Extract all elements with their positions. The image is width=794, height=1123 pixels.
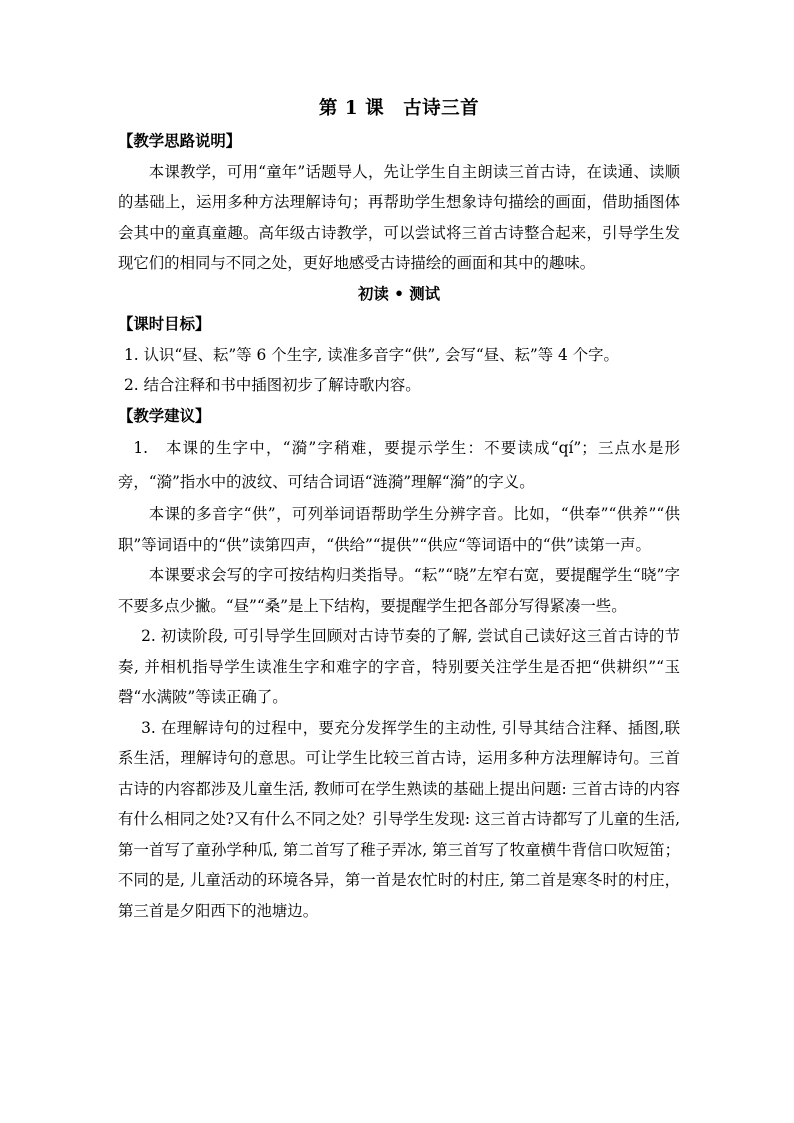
suggestion-paragraph-5: 3. 在理解诗句的过程中，要充分发挥学生的主动性, 引导其结合注释、插图,联系生活，理解诗句的意思。可让学生比较三首古诗，运用多种方法理解诗句。三首古诗的内容都涉及儿童生活, 教师可在学生熟读的基础上提出问题: 三首古诗的内容有什么相同之处?又有什么不同之处？引导学生发现: 这三首古诗都写了儿童的生活, 第一首写了童孙学种瓜, 第二首写了稚子弄冰, 第三首写了牧童横牛背信口吹短笛；不同的是, 儿童活动的环境各异，第一首是农忙时的村庄, 第二首是寒冬时的村庄，第三首是夕阳西下的池塘边。 — [118, 718, 680, 920]
suggestion-paragraph-3: 本课要求会写的字可按结构归类指导。“耘”“晓”左窄右宽，要提醒学生“晓”字不要多点少撇。“昼”“桑”是上下结构，要提醒学生把各部分写得紧凑一些。 — [118, 566, 680, 615]
goals-heading: 【课时目标】 — [118, 315, 211, 333]
suggestions-heading: 【教学建议】 — [118, 406, 211, 425]
sub-heading: 初读 • 测试 — [357, 284, 441, 303]
teaching-idea-paragraph: 本课教学，可用“童年”话题导人，先让学生自主朗读三首古诗，在读通、读顺的基础上，运用多种方法理解诗句；再帮助学生想象诗句描绘的画面，借助插图体会其中的童真童趣。高年级古诗教学，可以尝试将三首古诗整合起来，引导学生发现它们的相同与不同之处，更好地感受古诗描绘的画面和其中的趣味。 — [118, 162, 680, 272]
suggestion-paragraph-2: 本课的多音字“供”，可列举词语帮助学生分辨字音。比如，“供奉”“供养”“供职”等词语中的“供”读第四声，“供给”“提供”“供应“等词语中的“供”读第一声。 — [118, 505, 680, 554]
suggestion-paragraph-1: 1. 本课的生字中，“漪”字稍难，要提示学生：不要读成“qí”；三点水是形旁，“漪”指水中的波纹、可结合词语“涟漪”理解“漪”的字义。 — [118, 439, 680, 491]
goal-item-1: 1. 认识“昼、耘”等 6 个生字, 读准多音字“供”, 会写“昼、耘”等 4 个字。 — [124, 345, 619, 364]
suggestion-paragraph-4: 2. 初读阶段, 可引导学生回顾对古诗节奏的了解, 尝试自己读好这三首古诗的节奏, 并相机指导学生读准生字和难字的字音，特别要关注学生是否把“供耕织”“玉磬“水满陂”等读正确了。 — [118, 627, 680, 706]
document-body — [118, 94, 680, 926]
page-title: 第 1 课 古诗三首 — [318, 98, 480, 119]
goal-item-2: 2. 结合注释和书中插图初步了解诗歌内容。 — [124, 376, 421, 394]
teaching-idea-heading: 【教学思路说明】 — [118, 132, 242, 150]
